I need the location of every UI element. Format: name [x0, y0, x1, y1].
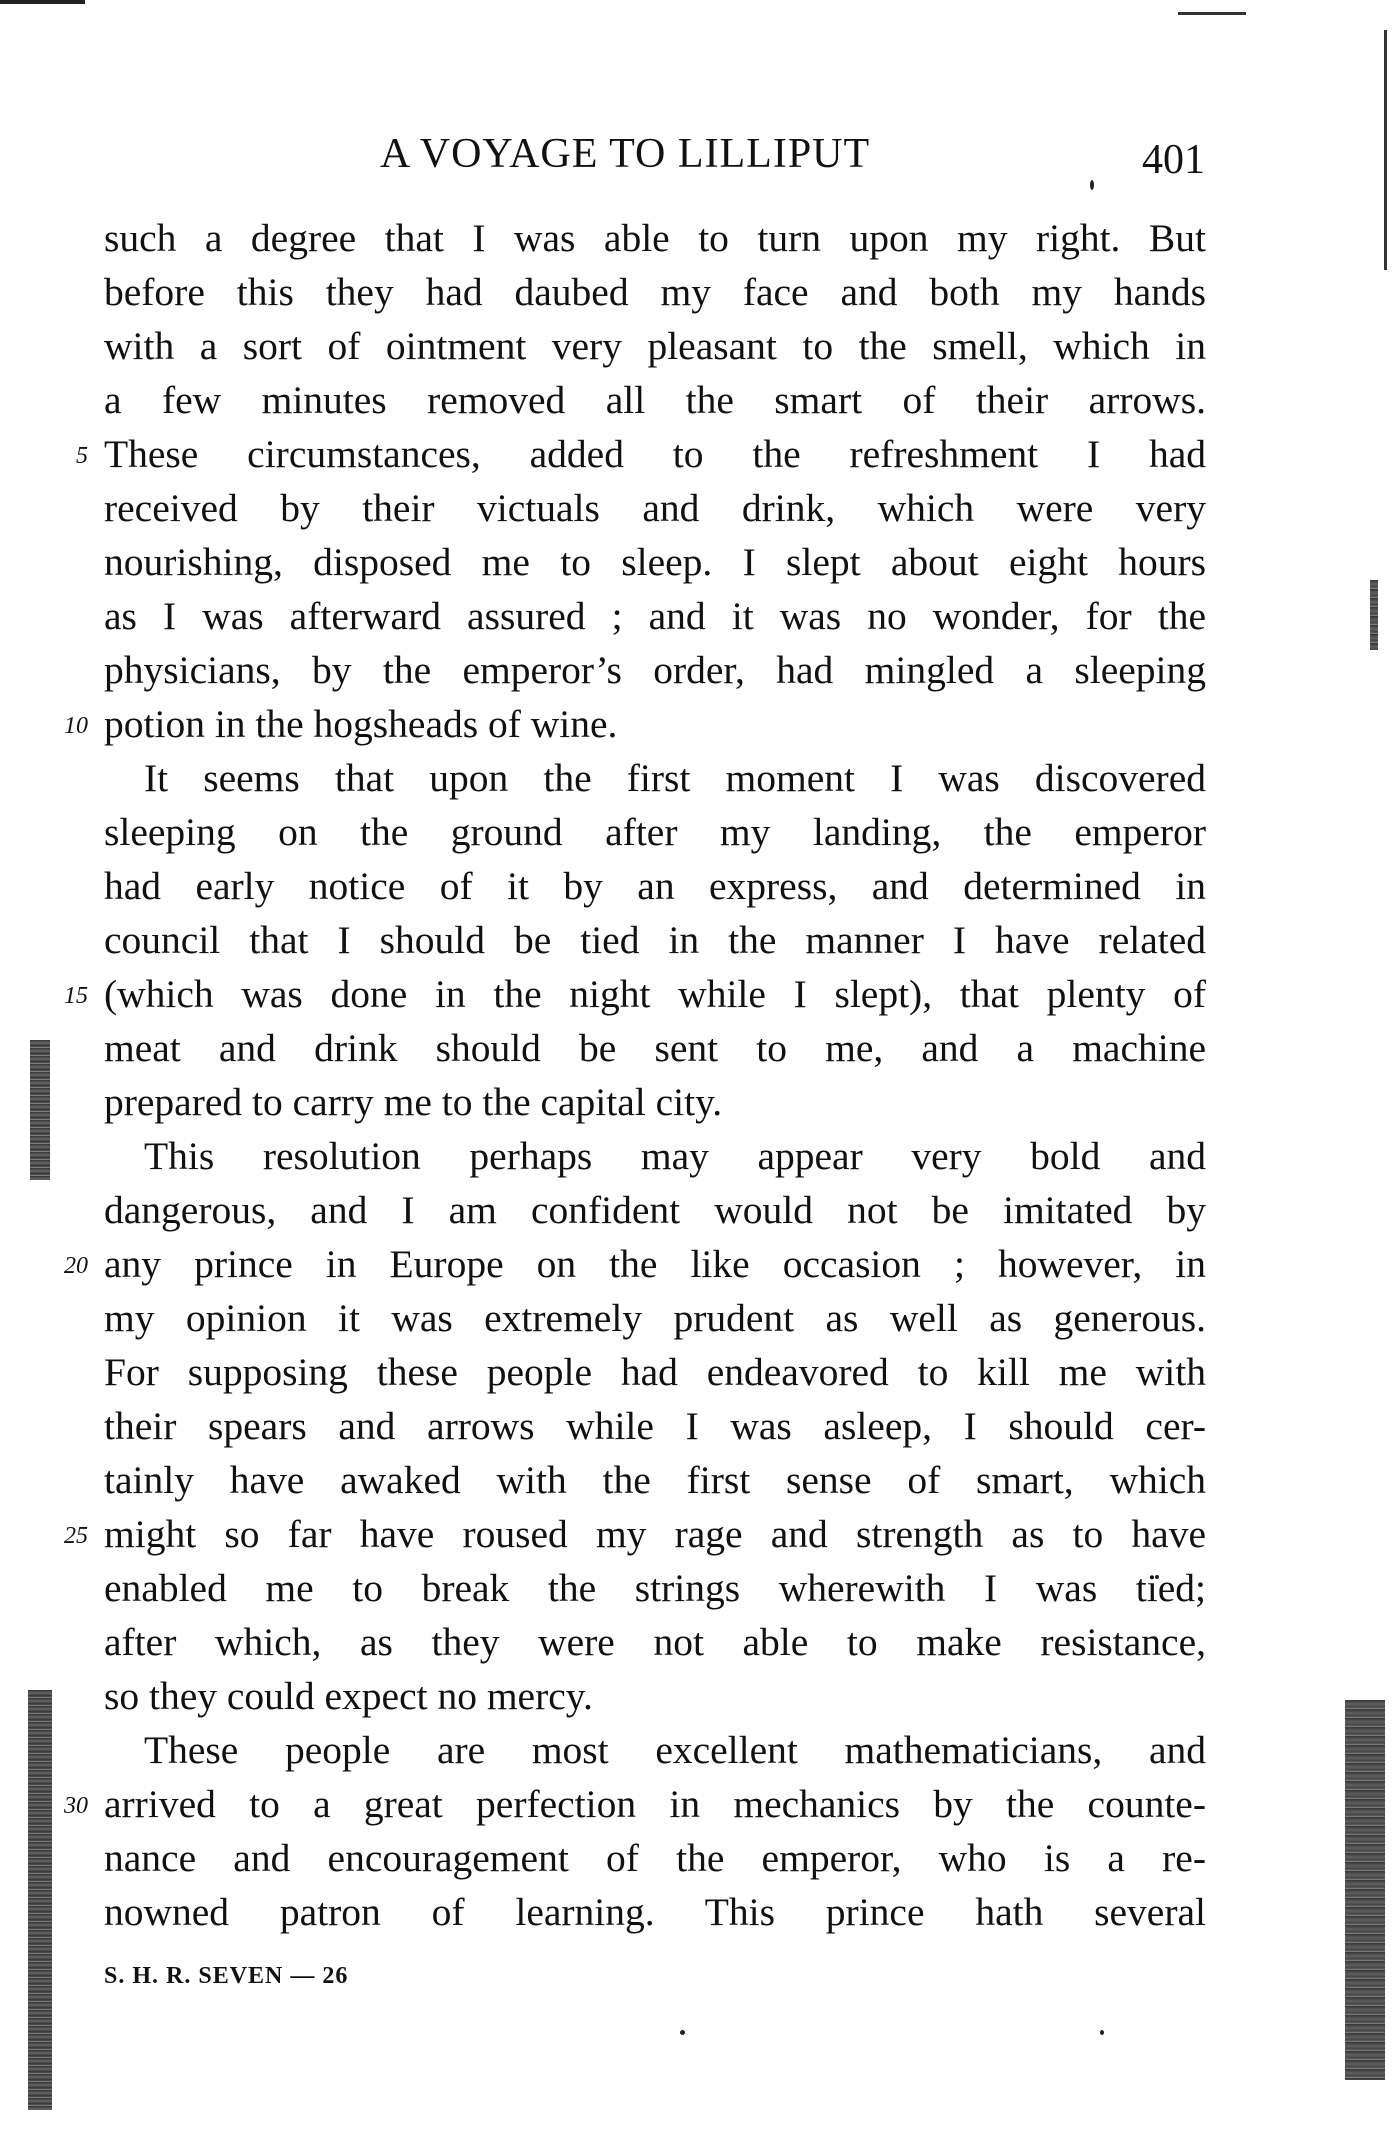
binding-shadow-left-upper: [30, 1040, 50, 1180]
text-line: their spears and arrows while I was asleep, I should cer-: [104, 1404, 1206, 1448]
text-line: meat and drink should be sent to me, and a machine: [104, 1026, 1206, 1070]
line-number: 20: [64, 1253, 88, 1279]
text-line: nourishing, disposed me to sleep. I slept about eight hours: [104, 540, 1206, 584]
scan-speck: [1100, 2030, 1104, 2035]
page-number: 401: [1142, 137, 1205, 183]
scan-speck: [1090, 180, 1094, 190]
scan-edge-right: [1384, 30, 1387, 270]
text-line: sleeping on the ground after my landing, the emperor: [104, 810, 1206, 854]
text-line: arrived to a great perfection in mechanics by the counte-: [104, 1782, 1206, 1826]
line-number: 10: [64, 713, 88, 739]
scan-rule-top-left: [0, 0, 85, 4]
text-line: It seems that upon the first moment I was discovered: [144, 756, 1206, 800]
text-line: nance and encouragement of the emperor, who is a re-: [104, 1836, 1206, 1880]
scan-rule-top-right: [1178, 12, 1246, 15]
text-line: prepared to carry me to the capital city.: [104, 1080, 723, 1124]
text-line: For supposing these people had endeavored to kill me with: [104, 1350, 1206, 1394]
binding-mark-right: [1370, 580, 1378, 650]
text-line: my opinion it was extremely prudent as well as generous.: [104, 1296, 1206, 1340]
text-line: as I was afterward assured ; and it was no wonder, for the: [104, 594, 1206, 638]
text-line: such a degree that I was able to turn upon my right. But: [104, 216, 1206, 260]
line-number: 5: [76, 443, 88, 469]
text-line: a few minutes removed all the smart of their arrows.: [104, 378, 1206, 422]
text-line: potion in the hogsheads of wine.: [104, 702, 618, 746]
running-header: A VOYAGE TO LILLIPUT: [380, 131, 871, 177]
text-line: with a sort of ointment very pleasant to the smell, which in: [104, 324, 1206, 368]
line-number: 15: [64, 983, 88, 1009]
text-line: dangerous, and I am confident would not be imitated by: [104, 1188, 1206, 1232]
text-line: council that I should be tied in the manner I have related: [104, 918, 1206, 962]
text-line: received by their victuals and drink, which were very: [104, 486, 1206, 530]
binding-shadow-left-lower: [28, 1690, 52, 2110]
scan-speck: [680, 2030, 685, 2035]
text-line: had early notice of it by an express, and determined in: [104, 864, 1206, 908]
text-line: nowned patron of learning. This prince hath several: [104, 1890, 1206, 1934]
text-line: These people are most excellent mathematicians, and: [144, 1728, 1206, 1772]
text-line: might so far have roused my rage and strength as to have: [104, 1512, 1206, 1556]
text-line: tainly have awaked with the first sense of smart, which: [104, 1458, 1206, 1502]
signature-mark: S. H. R. SEVEN — 26: [104, 1963, 349, 1989]
line-number: 30: [64, 1793, 88, 1819]
text-line: This resolution perhaps may appear very bold and: [144, 1134, 1206, 1178]
text-line: any prince in Europe on the like occasion ; however, in: [104, 1242, 1206, 1286]
text-line: so they could expect no mercy.: [104, 1674, 593, 1718]
text-line: after which, as they were not able to make resistance,: [104, 1620, 1206, 1664]
text-line: These circumstances, added to the refreshment I had: [104, 432, 1206, 476]
line-number: 25: [64, 1523, 88, 1549]
text-line: enabled me to break the strings wherewith I was tied;: [104, 1566, 1206, 1610]
text-line: physicians, by the emperor’s order, had mingled a sleeping: [104, 648, 1206, 692]
text-line: (which was done in the night while I slept), that plenty of: [104, 972, 1206, 1016]
text-line: before this they had daubed my face and both my hands: [104, 270, 1206, 314]
binding-shadow-right: [1345, 1700, 1385, 2080]
